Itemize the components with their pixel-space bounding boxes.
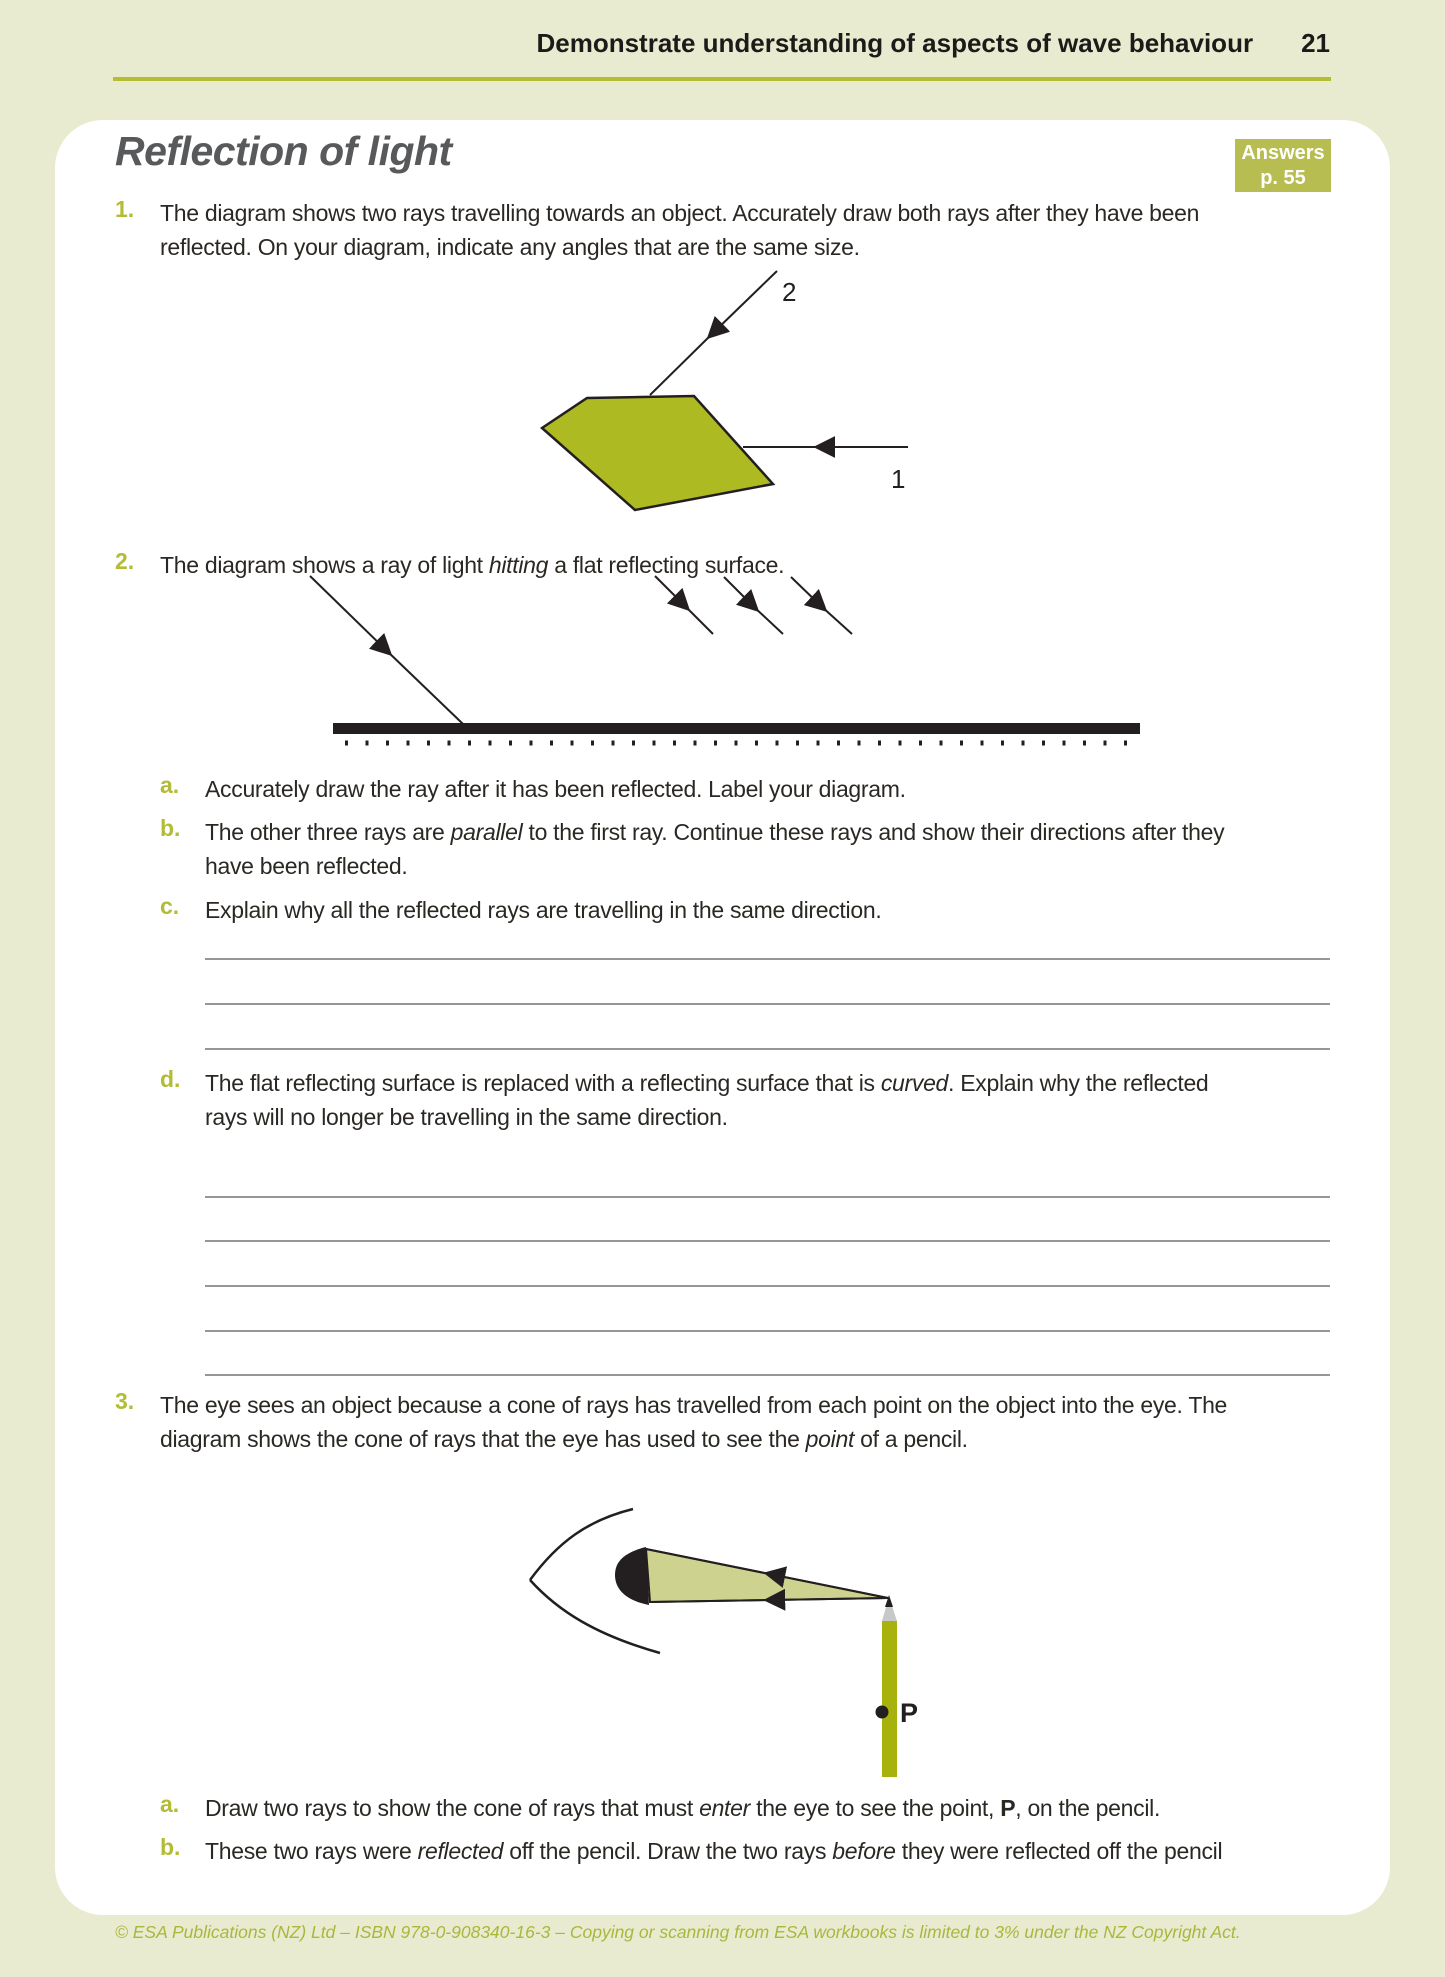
q2a-letter: a. <box>160 772 180 798</box>
answer-line <box>205 1048 1330 1050</box>
parallel-ray-3 <box>791 577 852 634</box>
answer-line <box>205 1240 1330 1242</box>
q3b-seg3: off the pencil. Draw the two rays <box>503 1838 833 1864</box>
answer-line <box>205 1374 1330 1376</box>
q3a-seg3: the eye to see the point, <box>750 1795 1001 1821</box>
q3b-seg1: These two rays were <box>205 1838 418 1864</box>
q3-seg1: diagram shows the cone of rays that the eye has used to see the <box>160 1426 806 1452</box>
q2d-letter: d. <box>160 1066 181 1092</box>
q2d-line1 <box>205 1070 1208 1096</box>
q3a-p-bold: P <box>1000 1795 1016 1821</box>
q2d-seg1: The flat reflecting surface is replaced with a reflecting surface that is <box>205 1070 881 1096</box>
q2-text-hitting: hitting <box>488 552 549 578</box>
q2b-line1 <box>205 819 1224 845</box>
q2d-curved: curved <box>880 1070 949 1096</box>
q1-text-line1: The diagram shows two rays travelling towards an object. Accurately draw both rays after they have been <box>160 200 1200 226</box>
parallel-ray-2 <box>724 577 783 634</box>
q3a-text <box>205 1791 1160 1825</box>
q3-eye-pencil-diagram <box>420 1495 920 1790</box>
parallel-ray-1 <box>655 576 713 634</box>
q2-mirror-diagram <box>300 566 1150 756</box>
q3-text <box>160 1388 1340 1456</box>
copyright-footer: © ESA Publications (NZ) Ltd – ISBN 978-0-908340-16-3 – Copying or scanning from ESA workbooks is limited to 3% under the NZ Copyright Act. <box>115 1922 1241 1942</box>
answers-badge-line2: p. 55 <box>1260 167 1306 189</box>
answers-badge-line1: Answers <box>1241 142 1325 164</box>
eye-lens <box>615 1547 649 1605</box>
ray-2-label: 2 <box>782 277 797 307</box>
q3a-seg1: Draw two rays to show the cone of rays that must <box>205 1795 700 1821</box>
q3-text-line1: The eye sees an object because a cone of rays has travelled from each point on the object into the eye. The <box>160 1392 1228 1418</box>
point-p-dot <box>876 1706 889 1719</box>
q2a-text: Accurately draw the ray after it has been reflected. Label your diagram. <box>205 776 906 802</box>
ray-1-label: 1 <box>891 464 906 494</box>
incident-ray-2 <box>650 271 777 395</box>
q2b-parallel: parallel <box>450 819 523 845</box>
answer-line <box>205 1003 1330 1005</box>
q2c-text: Explain why all the reflected rays are travelling in the same direction. <box>205 897 882 923</box>
q3a-seg5: , on the pencil. <box>1015 1795 1161 1821</box>
point-p-label: P <box>900 1698 919 1728</box>
worksheet-title: Reflection of light <box>115 128 452 174</box>
q1-text-line2: reflected. On your diagram, indicate any angles that are the same size. <box>160 234 860 260</box>
main-incident-ray <box>310 576 463 724</box>
q2b-seg1: The other three rays are <box>205 819 451 845</box>
answer-line <box>205 1196 1330 1198</box>
q2-number: 2. <box>115 548 135 574</box>
q3b-seg5: they were reflected off the pencil <box>895 1838 1223 1864</box>
reflecting-surface-bar <box>333 723 1140 734</box>
q2d-text <box>205 1066 1335 1134</box>
q3-point-italic: point <box>805 1426 855 1452</box>
page-number: 21 <box>1301 28 1330 58</box>
q3b-text <box>205 1834 1222 1868</box>
q2b-seg3: to the first ray. Continue these rays and show their directions after they <box>522 819 1225 845</box>
q2-text-seg3: a flat reflecting surface. <box>548 552 785 578</box>
page-header <box>536 28 1330 59</box>
answers-badge <box>1235 139 1331 192</box>
object-shape <box>542 396 773 510</box>
q2b-text <box>205 815 1335 883</box>
q2b-line2: have been reflected. <box>205 853 408 879</box>
q2d-seg3: . Explain why the reflected <box>948 1070 1209 1096</box>
q3b-before-italic: before <box>832 1838 896 1864</box>
q3-seg3: of a pencil. <box>854 1426 968 1452</box>
q3a-letter: a. <box>160 1791 180 1817</box>
q3-text-line2 <box>160 1426 968 1452</box>
q1-reflection-diagram <box>500 256 920 520</box>
q1-number: 1. <box>115 196 135 222</box>
q3b-letter: b. <box>160 1834 181 1860</box>
header-rule <box>113 77 1331 81</box>
q2d-line2: rays will no longer be travelling in the same direction. <box>205 1104 728 1130</box>
pencil-body <box>882 1621 897 1777</box>
q3b-reflected-italic: reflected <box>417 1838 504 1864</box>
header-title: Demonstrate understanding of aspects of wave behaviour <box>536 28 1254 58</box>
q2c-letter: c. <box>160 893 180 919</box>
answer-line <box>205 958 1330 960</box>
answer-line <box>205 1285 1330 1287</box>
q3-number: 3. <box>115 1388 135 1414</box>
answer-line <box>205 1330 1330 1332</box>
q3a-enter-italic: enter <box>699 1795 751 1821</box>
q2-text-seg1: The diagram shows a ray of light <box>160 552 489 578</box>
q2b-letter: b. <box>160 815 181 841</box>
q1-text <box>160 196 1340 264</box>
